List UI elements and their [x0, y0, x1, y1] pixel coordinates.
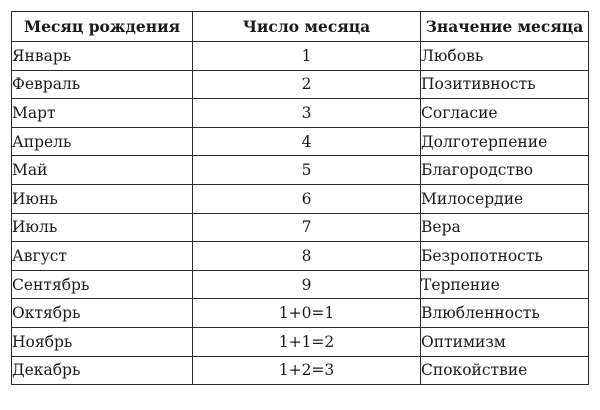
header-birth-month: Месяц рождения	[12, 12, 193, 42]
meaning-cell: Благородство	[421, 156, 589, 185]
table-row	[12, 270, 589, 299]
number-cell: 7	[193, 213, 421, 242]
header-month-number: Число месяца	[193, 12, 421, 42]
number-cell: 4	[193, 127, 421, 156]
meaning-cell: Любовь	[421, 42, 589, 71]
number-cell: 9	[193, 270, 421, 299]
meaning-cell: Оптимизм	[421, 327, 589, 356]
table-row	[12, 327, 589, 356]
month-cell: Декабрь	[12, 356, 193, 385]
month-cell: Февраль	[12, 70, 193, 99]
table-row	[12, 184, 589, 213]
number-cell: 6	[193, 184, 421, 213]
month-cell: Август	[12, 242, 193, 271]
table-body	[12, 42, 589, 385]
month-cell: Июль	[12, 213, 193, 242]
table-row	[12, 213, 589, 242]
number-cell: 5	[193, 156, 421, 185]
month-cell: Июнь	[12, 184, 193, 213]
meaning-cell: Согласие	[421, 99, 589, 128]
number-cell: 1+1=2	[193, 327, 421, 356]
table-row	[12, 156, 589, 185]
table-row	[12, 99, 589, 128]
number-cell: 8	[193, 242, 421, 271]
table-row	[12, 42, 589, 71]
meaning-cell: Позитивность	[421, 70, 589, 99]
table-row	[12, 70, 589, 99]
month-cell: Май	[12, 156, 193, 185]
month-cell: Апрель	[12, 127, 193, 156]
meaning-cell: Милосердие	[421, 184, 589, 213]
month-cell: Январь	[12, 42, 193, 71]
number-cell: 2	[193, 70, 421, 99]
month-cell: Октябрь	[12, 299, 193, 328]
meaning-cell: Спокойствие	[421, 356, 589, 385]
month-cell: Ноябрь	[12, 327, 193, 356]
meaning-cell: Влюбленность	[421, 299, 589, 328]
header-month-meaning: Значение месяца	[421, 12, 589, 42]
month-cell: Март	[12, 99, 193, 128]
meaning-cell: Терпение	[421, 270, 589, 299]
number-cell: 1+2=3	[193, 356, 421, 385]
meaning-cell: Безропотность	[421, 242, 589, 271]
month-cell: Сентябрь	[12, 270, 193, 299]
table-row	[12, 299, 589, 328]
number-cell: 1+0=1	[193, 299, 421, 328]
meaning-cell: Долготерпение	[421, 127, 589, 156]
table-row	[12, 127, 589, 156]
meaning-cell: Вера	[421, 213, 589, 242]
table-row	[12, 356, 589, 385]
header-row	[12, 12, 589, 42]
number-cell: 1	[193, 42, 421, 71]
table-row	[12, 242, 589, 271]
months-table	[11, 11, 589, 385]
number-cell: 3	[193, 99, 421, 128]
